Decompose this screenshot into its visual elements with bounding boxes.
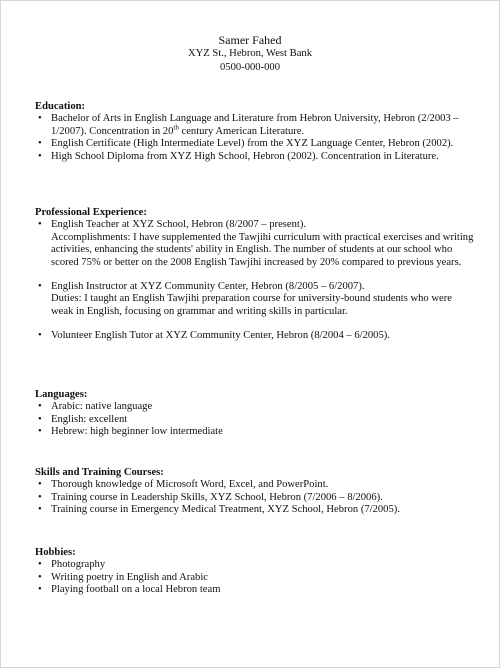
list-item <box>35 113 475 138</box>
experience-section <box>35 207 475 343</box>
education-section <box>35 101 475 163</box>
hobbies-section <box>35 547 475 597</box>
list-item <box>35 281 475 318</box>
ordinal-suffix: th <box>173 123 179 132</box>
applicant-name: Samer Fahed <box>218 33 282 47</box>
job-title: • English Teacher at XYZ School, Hebron (8/2007 – present). <box>51 219 307 231</box>
section-heading: Hobbies: <box>35 547 76 558</box>
education-list <box>35 113 475 163</box>
job-title: • Volunteer English Tutor at XYZ Community Center, Hebron (8/2004 – 6/2005). <box>51 330 390 342</box>
section-heading: Education: <box>35 101 86 112</box>
job-description: Accomplishments: I have supplemented the Tawjihi curriculum with practical exercises and writing activities, enhancing the students' ability in English. The number of students at our school who scored 75% or better on the 2008 English Tawjihi increased by 20% compared to previous years. <box>51 231 474 268</box>
section-heading: Languages: <box>35 389 88 400</box>
languages-list <box>35 401 475 438</box>
list-item: • Training course in Emergency Medical Treatment, XYZ School, Hebron (7/2005). <box>35 504 475 516</box>
applicant-phone: 0500-000-000 <box>219 62 281 73</box>
skills-section <box>35 467 475 517</box>
list-item <box>35 330 475 342</box>
resume-header <box>1 33 499 75</box>
education-item-text-cont: century American Literature. <box>178 125 305 137</box>
list-item: • Playing football on a local Hebron team <box>35 584 475 596</box>
applicant-address: XYZ St., Hebron, West Bank <box>187 48 312 59</box>
hobbies-list <box>35 559 475 596</box>
section-heading: Skills and Training Courses: <box>35 467 164 478</box>
languages-section <box>35 389 475 439</box>
job-title: • English Instructor at XYZ Community Center, Hebron (8/2005 – 6/2007). <box>51 281 365 293</box>
experience-list <box>35 219 475 342</box>
list-item: • English: excellent <box>35 414 475 426</box>
section-heading: Professional Experience: <box>35 207 147 218</box>
list-item: • English Certificate (High Intermediate Level) from the XYZ Language Center, Hebron (2002). <box>35 138 475 150</box>
list-item: • Thorough knowledge of Microsoft Word, Excel, and PowerPoint. <box>35 479 475 491</box>
list-item: • High School Diploma from XYZ High School, Hebron (2002). Concentration in Literature. <box>35 151 475 163</box>
list-item: • Training course in Leadership Skills, XYZ School, Hebron (7/2006 – 8/2006). <box>35 492 475 504</box>
skills-list <box>35 479 475 516</box>
list-item: • Photography <box>35 559 475 571</box>
spacer <box>35 269 475 281</box>
list-item: • Writing poetry in English and Arabic <box>35 572 475 584</box>
list-item: • Arabic: native language <box>35 401 475 413</box>
list-item: • Hebrew: high beginner low intermediate <box>35 426 475 438</box>
spacer <box>35 318 475 330</box>
list-item <box>35 219 475 269</box>
education-item-text: Bachelor of Arts in English Language and Literature from Hebron University, Hebron (2/2003 – 1/2007). Concentration in 20 <box>51 113 459 137</box>
job-description: Duties: I taught an English Tawjihi preparation course for university-bound students who were weak in English, focusing on grammar and writing skills in particular. <box>51 293 452 317</box>
